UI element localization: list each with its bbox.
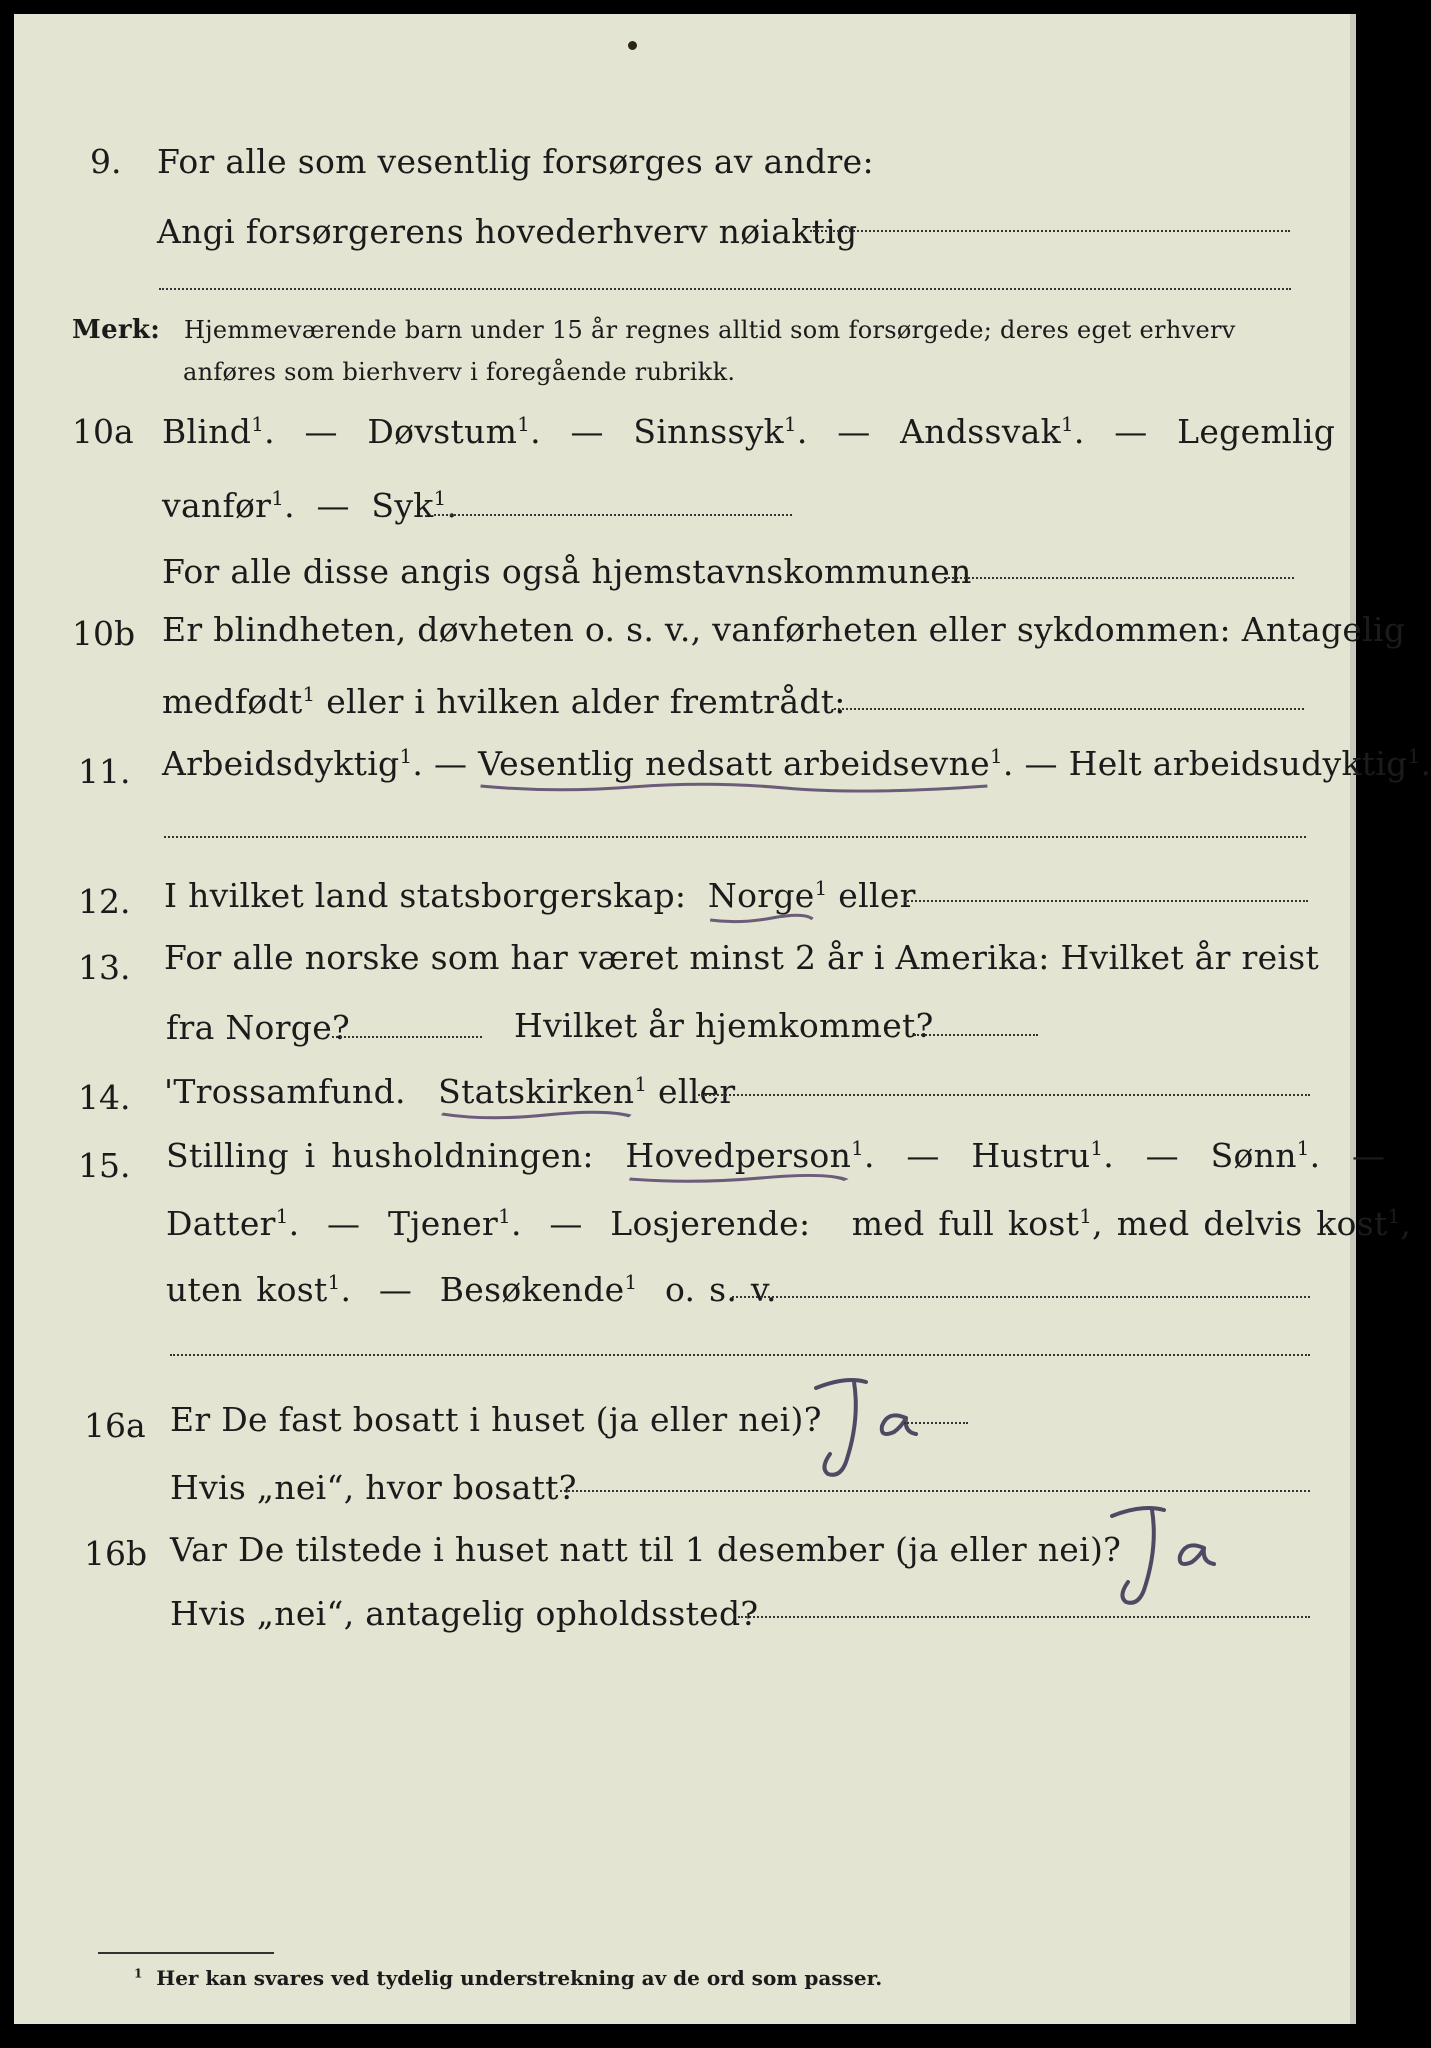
handwritten-underline (625, 1172, 851, 1186)
q9-line2-text: Angi forsørgerens hovederhverv nøiaktig (157, 212, 858, 251)
q15-line3: uten kost$^1$. — Besøkende$^1$ o. s. v. (166, 1270, 777, 1309)
q13-reist-answer-line[interactable] (332, 1036, 482, 1038)
option-statskirken-underlined[interactable]: Statskirken (438, 1072, 634, 1112)
q10b-line2: medfødt$^1$ eller i hvilken alder fremtrådt: (162, 682, 846, 721)
option-hustru[interactable]: Hustru (971, 1136, 1091, 1175)
q16b-number: 16b (84, 1534, 148, 1573)
footnote (134, 1966, 882, 1990)
q12-line: I hvilket land statsborgerskap: Norge $^1$ eller (164, 876, 916, 916)
q15-number: 15. (78, 1146, 131, 1185)
option-sonn[interactable]: Sønn (1210, 1136, 1297, 1175)
svg-text:Ja: Ja (806, 1370, 807, 1371)
q10a-hjemstavn-answer-line[interactable] (944, 577, 1294, 579)
option-medfodt[interactable]: medfødt (162, 682, 303, 721)
handwritten-underline (708, 912, 815, 926)
q16a-bosatt-answer-line[interactable] (560, 1490, 1310, 1492)
handwritten-answer-16a (806, 1370, 926, 1490)
footnote-separator (98, 1952, 274, 1954)
option-legemlig[interactable]: Legemlig (1177, 412, 1336, 451)
q11-number: 11. (78, 752, 131, 791)
handwritten-underline (438, 1108, 634, 1122)
q10a-number: 10a (72, 412, 134, 451)
q16b-opholdssted-answer-line[interactable] (738, 1616, 1310, 1618)
handwritten-underline (478, 780, 990, 794)
option-vanfor[interactable]: vanfør (162, 486, 272, 525)
footnote-text: Her kan svares ved tydelig understrekning av de ord som passer. (156, 1966, 883, 1990)
merk-line1: Hjemmeværende barn under 15 år regnes alltid som forsørgede; deres eget erhverv (183, 316, 1236, 344)
q12-answer-line[interactable] (904, 900, 1308, 902)
option-hovedperson-underlined[interactable]: Hovedperson (625, 1136, 851, 1176)
q13-fra: fra Norge? (166, 1008, 351, 1047)
q10b-number: 10b (72, 614, 136, 653)
q15-line1: Stilling i husholdningen: Hovedperson $^1$. — Hustru$^1$. — Sønn$^1$. — (166, 1136, 1385, 1176)
option-norge-underlined[interactable]: Norge (708, 876, 815, 916)
q10a-line3: For alle disse angis også hjemstavnskommunen (162, 552, 972, 591)
q16a-answer-line[interactable] (904, 1422, 968, 1424)
q10b-line1: Er blindheten, døvheten o. s. v., vanførheten eller sykdommen: Antagelig (162, 610, 1406, 649)
q11-answer-line[interactable] (164, 836, 1306, 838)
footnote-mark: 1 (134, 1966, 143, 1981)
q16b-line1: Var De tilstede i huset natt til 1 desember (ja eller nei)? (170, 1530, 1122, 1569)
handwritten-answer-16b (1102, 1498, 1222, 1618)
q12-number: 12. (78, 882, 131, 921)
q16b-line2: Hvis „nei“, antagelig opholdssted? (170, 1594, 759, 1633)
q15-answer-line-2[interactable] (170, 1354, 1310, 1356)
merk-note (72, 314, 1236, 346)
q9-line1: For alle som vesentlig forsørges av andre: (157, 142, 874, 181)
punch-dot (628, 41, 637, 50)
q9-number: 9. (90, 142, 122, 181)
q14-number: 14. (78, 1078, 131, 1117)
q16a-line2: Hvis „nei“, hvor bosatt? (170, 1468, 577, 1507)
option-andssvak[interactable]: Andssvak (900, 412, 1061, 451)
q14-line: 'Trossamfund. Statskirken $^1$ eller (164, 1072, 735, 1112)
option-delvis-kost[interactable]: med delvis kost (1116, 1204, 1388, 1243)
option-syk[interactable]: Syk (371, 486, 434, 525)
option-dovstum[interactable]: Døvstum (367, 412, 518, 451)
q9-answer-line-1[interactable] (810, 230, 1290, 232)
option-udyktig[interactable]: Helt arbeidsudyktig (1068, 744, 1408, 783)
q10a-syk-answer-line[interactable] (434, 514, 792, 516)
option-blind[interactable]: Blind (162, 412, 252, 451)
merk-line2: anføres som bierhverv i foregående rubrikk. (183, 358, 736, 386)
option-datter[interactable]: Datter (166, 1204, 276, 1243)
option-sinnssyk[interactable]: Sinnssyk (633, 412, 784, 451)
q13-number: 13. (78, 948, 131, 987)
q13-line1: For alle norske som har været minst 2 år i Amerika: Hvilket år reist (164, 938, 1320, 977)
option-full-kost[interactable]: med full kost (851, 1204, 1080, 1243)
q16a-line1: Er De fast bosatt i huset (ja eller nei)? (170, 1400, 822, 1439)
q9-answer-line-2[interactable] (159, 288, 1291, 290)
option-uten-kost[interactable]: uten kost (166, 1270, 328, 1309)
option-tjener[interactable]: Tjener (387, 1204, 499, 1243)
census-form-page (14, 14, 1431, 2024)
q15-answer-line-1[interactable] (732, 1296, 1310, 1298)
q13-hjem-answer-line[interactable] (914, 1034, 1038, 1036)
svg-text:Ja: Ja (1102, 1498, 1103, 1499)
q9-line2 (157, 212, 857, 252)
merk-label: Merk: (72, 315, 161, 345)
q10b-answer-line[interactable] (834, 708, 1304, 710)
option-nedsatt-underlined[interactable]: Vesentlig nedsatt arbeidsevne (478, 744, 990, 784)
q15-line2: Datter$^1$. — Tjener$^1$. — Losjerende: med full kost$^1$, med delvis kost$^1$, (166, 1204, 1412, 1243)
option-arbeidsdyktig[interactable]: Arbeidsdyktig (162, 744, 400, 783)
q16a-number: 16a (84, 1406, 146, 1445)
q10a-line2: vanfør$^1$. — Syk$^1$. (162, 486, 458, 525)
q11-line: Arbeidsdyktig$^1$. — Vesentlig nedsatt arbeidsevne $^1$. — Helt arbeidsudyktig$^1$. (162, 744, 1431, 784)
q13-hjem: Hvilket år hjemkommet? (514, 1006, 934, 1045)
q10a-line1: Blind$^1$. — Døvstum$^1$. — Sinnssyk$^1$. — Andssvak$^1$. — Legemlig (162, 412, 1336, 451)
option-besokende[interactable]: Besøkende (439, 1270, 625, 1309)
q14-answer-line[interactable] (698, 1094, 1310, 1096)
